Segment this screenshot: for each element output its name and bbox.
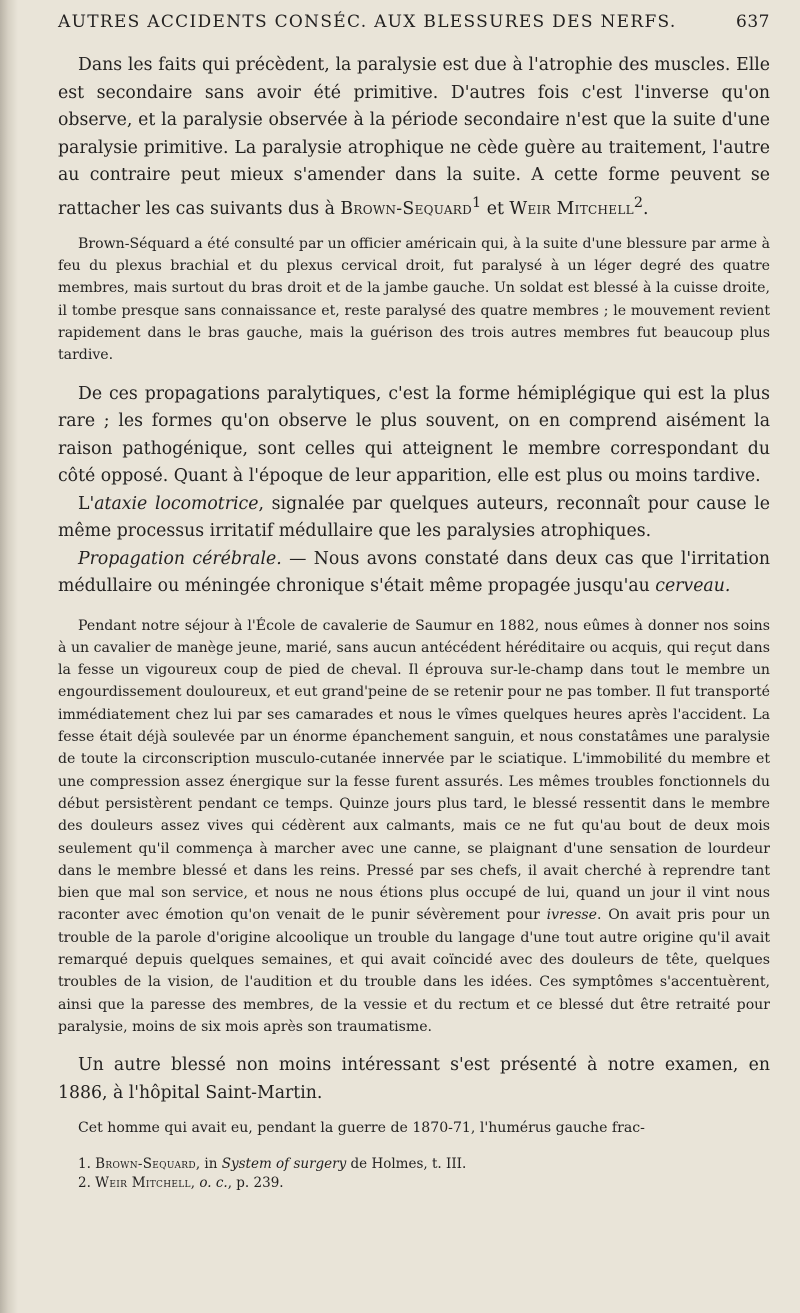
paragraph-1: Dans les faits qui précèdent, la paralysie est due à l'atrophie des muscles. Elle est secondaire sans avoir été primitive. D'autres fois c'est l'inverse qu'on observe, et la paralysie observée à la période secondaire n'est que la suite d'une paralysie primitive. La paralysie atrophique ne cède guère au traitement, l'autre au contraire peut mieux s'amender dans la suite. A cette forme peuvent se rattacher les cas suivants dus à Brown-Sequard$^1$ et Weir Mitchell$^2$. xyxy=(58,55,770,219)
paragraph-7: Un autre blessé non moins intéressant s'est présenté à notre examen, en 1886, à l'hôpital Saint-Martin. xyxy=(58,1055,770,1103)
author-name: Brown-Sequard xyxy=(340,198,473,219)
paragraph-4: L'ataxie locomotrice, signalée par quelques auteurs, reconnaît pour cause le même processus irritatif médullaire que les paralysies atrophiques. xyxy=(58,493,770,542)
document-page xyxy=(58,12,770,1193)
footnote-ref: 1 xyxy=(472,194,482,211)
running-title: AUTRES ACCIDENTS CONSÉC. AUX BLESSURES DES NERFS. xyxy=(58,12,677,32)
paragraph-5: Propagation cérébrale. — Nous avons constaté dans deux cas que l'irritation médullaire ou méningée chronique s'était même propagée jusqu'au cerveau. xyxy=(58,548,770,597)
italic-term: ataxie locomotrice xyxy=(94,493,259,514)
paragraph-3: De ces propagations paralytiques, c'est la forme hémiplégique qui est la plus rare ; les formes qu'on observe le plus souvent, on en comprend aisément la raison pathogénique, sont celles qui atteignent le membre correspondant du côté opposé. Quant à l'époque de leur apparition, elle est plus ou moins tardive. xyxy=(58,383,770,487)
author-name: Weir Mitchell xyxy=(509,198,634,219)
case-report-2: Pendant notre séjour à l'École de cavalerie de Saumur en 1882, nous eûmes à donner nos soins à un cavalier de manège jeune, marié, sans aucun antécédent héréditaire ou acquis, qui reçut dans la fesse un vigoureux coup de pied de cheval. Il éprouva sur-le-champ dans tout le membre un engourdissement douloureux, et eut grand'peine de se retenir pour ne pas tomber. Il fut transporté immédiatement chez lui par ses camarades et nous le vîmes quelques heures après l'accident. La fesse était déjà soulevée par un énorme épanchement sanguin, et nous constatâmes une paralysie de toute la circonscription musculo-cutanée innervée par le sciatique. L'immobilité du membre et une compression assez énergique sur la fesse furent assurés. Les mêmes troubles fonctionnels du début persistèrent pendant ce temps. Quinze jours plus tard, le blessé ressentit dans le membre des douleurs assez vives qui cédèrent aux calmants, mais ce ne fut qu'au bout de deux mois seulement qu'il commença à marcher avec une canne, se plaignant d'une sensation de lourdeur dans le membre blessé et dans les reins. Pressé par ses chefs, il avait cherché à reprendre tant bien que mal son service, et nous ne nous étions plus occupé de lui, quand un jour il vint nous raconter avec émotion qu'on venait de le punir sévèrement pour ivresse. On avait pris pour un trouble de la parole d'origine alcoolique un trouble du langage d'une tout autre origine qu'il avait remarqué depuis quelques semaines, et qui avait coïncidé avec des douleurs de tête, quelques troubles de la vision, de l'audition et du trouble dans les idées. Ces symptômes s'accentuèrent, ainsi que la paresse des membres, de la vessie et du rectum et ce blessé dut être retraité pour paralysie, moins de six mois après son traumatisme. xyxy=(58,617,770,1035)
running-head xyxy=(58,12,770,32)
section-title: Propagation cérébrale. xyxy=(78,548,282,569)
italic-term: ivresse xyxy=(546,907,597,924)
footnote-1: 1. Brown-Sequard, in System of surgery de Holmes, t. III. xyxy=(78,1156,467,1173)
page-number: 637 xyxy=(736,12,770,32)
footnote-ref: 2 xyxy=(633,194,644,211)
paragraph-8: Cet homme qui avait eu, pendant la guerre de 1870-71, l'humérus gauche frac- xyxy=(78,1120,645,1137)
footnotes xyxy=(58,1155,770,1193)
case-report-1: Brown-Séquard a été consulté par un officier américain qui, à la suite d'une blessure par arme à feu du plexus brachial et du plexus cervical droit, fut paralysé à un léger degré des quatre membres, mais surtout du bras droit et de la jambe gauche. Un soldat est blessé à la cuisse droite, il tombe presque sans connaissance et, reste paralysé des quatre membres ; le mouvement revient rapidement dans le bras gauche, mais la guérison des trois autres membres fut beaucoup plus tardive. xyxy=(58,235,770,364)
footnote-2: 2. Weir Mitchell, o. c., p. 239. xyxy=(78,1175,284,1192)
page-binding-shadow xyxy=(0,0,18,1313)
